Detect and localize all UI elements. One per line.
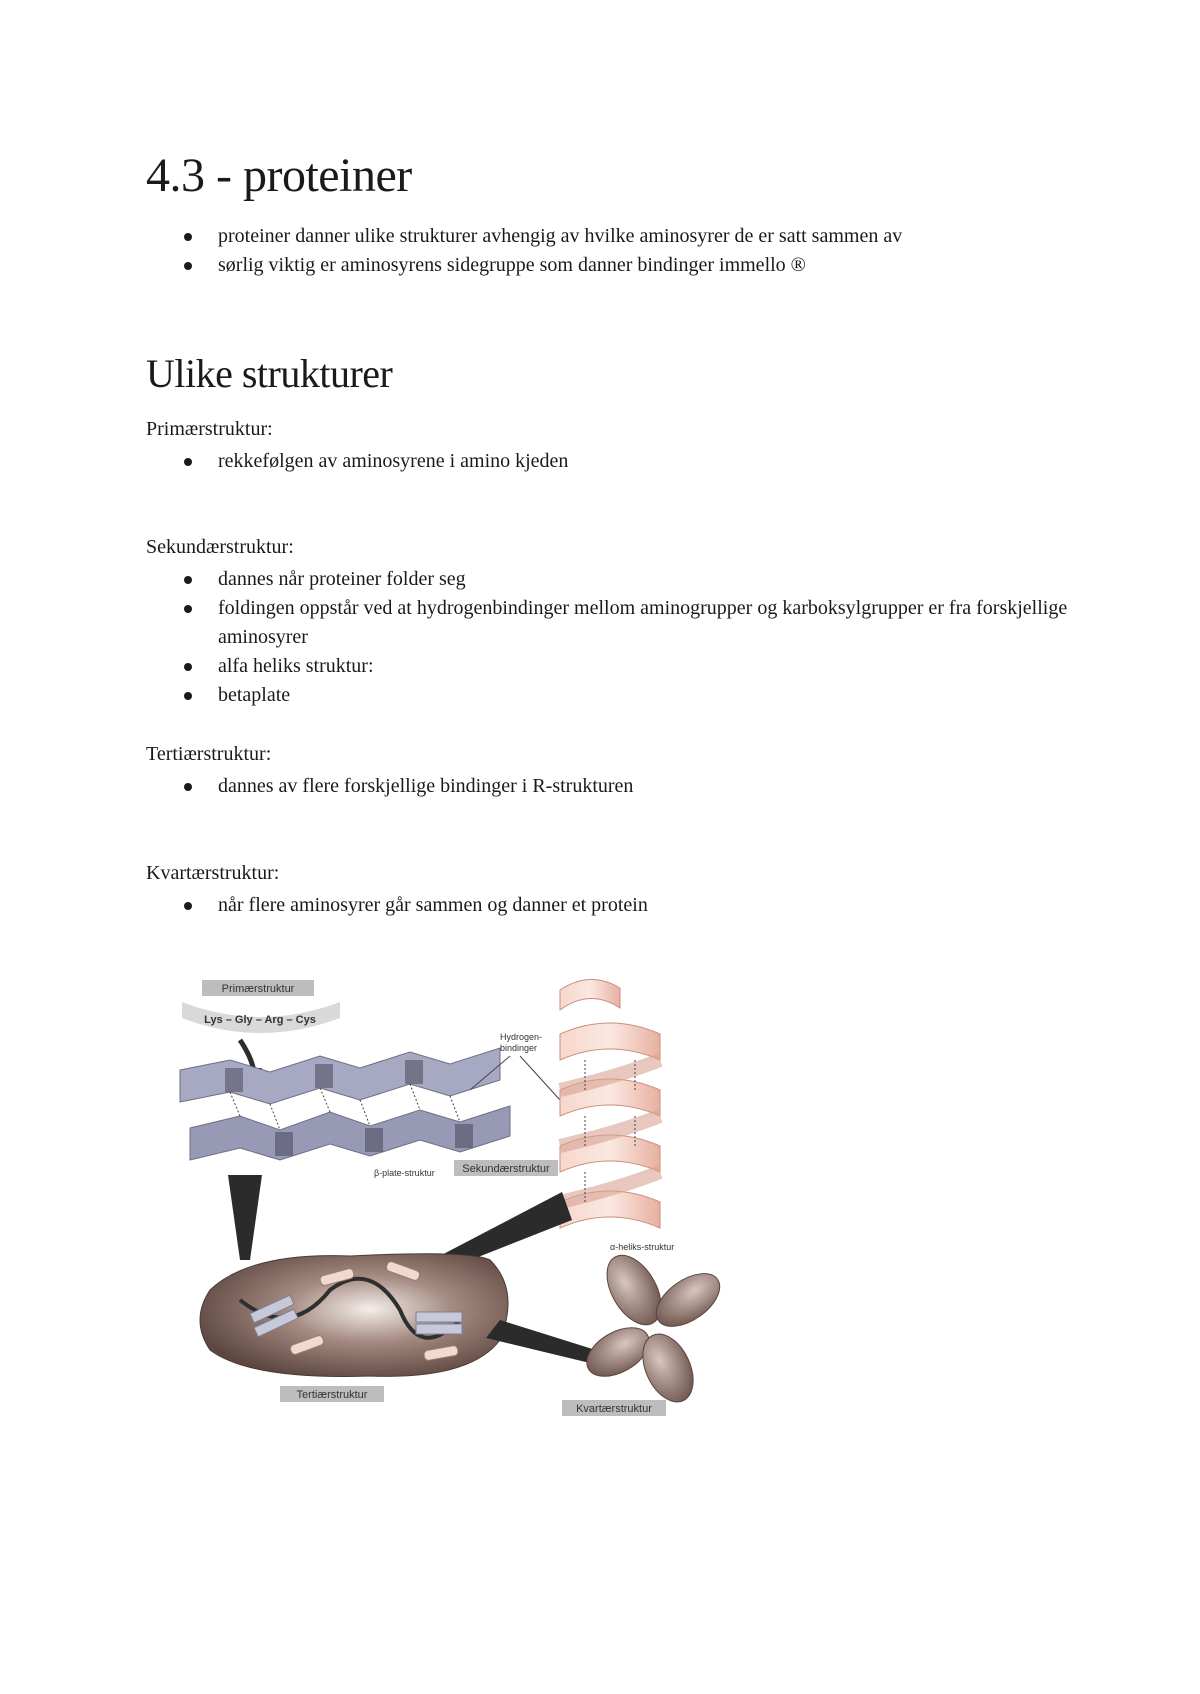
quaternary-label: Kvartærstruktur: (146, 862, 280, 884)
list-item: betaplate (184, 681, 1084, 710)
quaternary-tag-text: Kvartærstruktur (576, 1403, 652, 1415)
beta-label: β-plate-struktur (374, 1168, 435, 1178)
list-item: alfa heliks struktur: (184, 652, 1084, 681)
protein-structure-figure (170, 960, 750, 1440)
list-item: foldingen oppstår ved at hydrogenbindinger mellom aminogrupper og karboksylgrupper er fra forskjellige aminosyrer (184, 594, 1084, 652)
primary-list (184, 447, 1084, 476)
arrow-to-tertiary (228, 1175, 262, 1260)
hydrogen-label-2: bindinger (500, 1043, 538, 1053)
intro-list (184, 222, 1084, 280)
secondary-label: Sekundærstruktur: (146, 536, 294, 558)
hydrogen-label-1: Hydrogen- (500, 1032, 543, 1042)
list-item: dannes av flere forskjellige bindinger i R-strukturen (184, 772, 1084, 801)
list-item: når flere aminosyrer går sammen og danner et protein (184, 891, 1084, 920)
pointer-line (520, 1056, 560, 1100)
primary-label: Primærstruktur: (146, 418, 273, 440)
secondary-list (184, 565, 1084, 710)
list-item: dannes når proteiner folder seg (184, 565, 1084, 594)
list-item: proteiner danner ulike strukturer avhengig av hvilke aminosyrer de er satt sammen av (184, 222, 1084, 251)
tertiary-label: Tertiærstruktur: (146, 743, 272, 765)
beta-sheet (180, 1048, 510, 1160)
page-title: 4.3 - proteiner (146, 149, 412, 202)
tertiary-tag-text: Tertiærstruktur (296, 1389, 368, 1401)
quaternary-lobes (579, 1246, 729, 1410)
section-heading: Ulike strukturer (146, 351, 393, 396)
alpha-label: α-heliks-struktur (610, 1242, 675, 1252)
quaternary-list (184, 891, 1084, 920)
sequence-text: Lys – Gly – Arg – Cys (204, 1014, 316, 1026)
list-item: sørlig viktig er aminosyrens sidegruppe som danner bindinger immello ® (184, 251, 1084, 280)
secondary-tag-text: Sekundærstruktur (462, 1163, 550, 1175)
list-item: rekkefølgen av aminosyrene i amino kjeden (184, 447, 1084, 476)
primary-tag-text: Primærstruktur (221, 983, 295, 995)
tertiary-list (184, 772, 1084, 801)
alpha-helix (560, 979, 660, 1228)
arrow-to-quaternary (486, 1320, 602, 1364)
